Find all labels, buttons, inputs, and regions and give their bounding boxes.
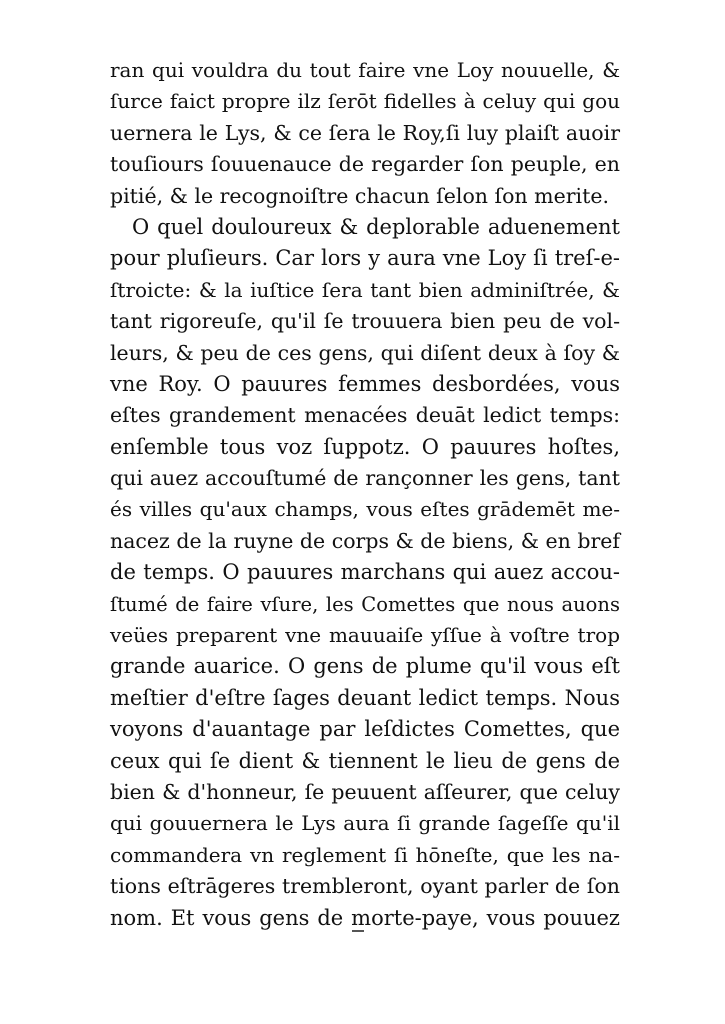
text-line: ceux qui ſe dient & tiennent le lieu de gens de [110,748,620,773]
text-line: nom. Et vous gens de morte-paye, vous pouuez [110,905,620,930]
ink-mark [352,930,364,932]
text-line: pour pluſieurs. Car lors y aura vne Loy ſi treſ-e- [110,246,620,271]
text-line: pitié, & le recognoiſtre chacun ſelon ſon merite. [110,183,609,208]
text-line: bien & d'honneur, ſe peuuent aſſeurer, que celuy [110,779,620,804]
text-line: touſiours ſouuenauce de regarder ſon peuple, en [110,152,620,177]
text-line: tions eſtrāgeres trembleront, oyant parler de ſon [110,874,620,899]
text-line: leurs, & peu de ces gens, qui diſent deux à ſoy & [110,340,620,365]
text-line: ſtumé de faire vſure, les Comettes que nous auons [110,592,620,616]
text-line: O quel douloureux & deplorable aduenement [132,214,620,239]
text-line: vne Roy. O pauures femmes desbordées, vous [110,371,620,396]
text-line: de temps. O pauures marchans qui auez accou- [110,560,620,585]
text-line: ran qui vouldra du tout faire vne Loy nouuelle, & [110,58,620,82]
text-line: veües preparent vne mauuaiſe yſſue à voſtre trop [110,623,620,648]
text-line: grande auarice. O gens de plume qu'il vous eſt [110,654,620,679]
text-line: commandera vn reglement ſi hōneſte, que les na- [110,842,620,867]
text-line: nacez de la ruyne de corps & de biens, & en bref [110,528,620,553]
text-line: uernera le Lys, & ce ſera le Roy,ſi luy plaiſt auoir [110,120,620,145]
text-line: qui gouuernera le Lys aura ſi grande ſageſſe qu'il [110,811,620,836]
text-line: ſurce faict propre ilz ſerōt fidelles à celuy qui gou [110,89,620,114]
body-text [110,55,620,934]
text-line: tant rigoreuſe, qu'il ſe trouuera bien peu de vol- [110,309,620,334]
text-line: ſtroicte: & la iuſtice ſera tant bien adminiſtrée, & [110,277,620,302]
text-line: és villes qu'aux champs, vous eſtes grādemēt me- [110,497,620,522]
text-line: enſemble tous voz ſuppotz. O pauures hoſtes, [110,434,620,459]
text-line: voyons d'auantage par leſdictes Comettes, que [110,717,620,742]
text-line: eſtes grandement menacées deuāt ledict temps: [110,403,620,428]
text-line: qui auez accouſtumé de rançonner les gens, tant [110,466,620,491]
text-line: meſtier d'eſtre ſages deuant ledict temps. Nous [110,685,620,710]
